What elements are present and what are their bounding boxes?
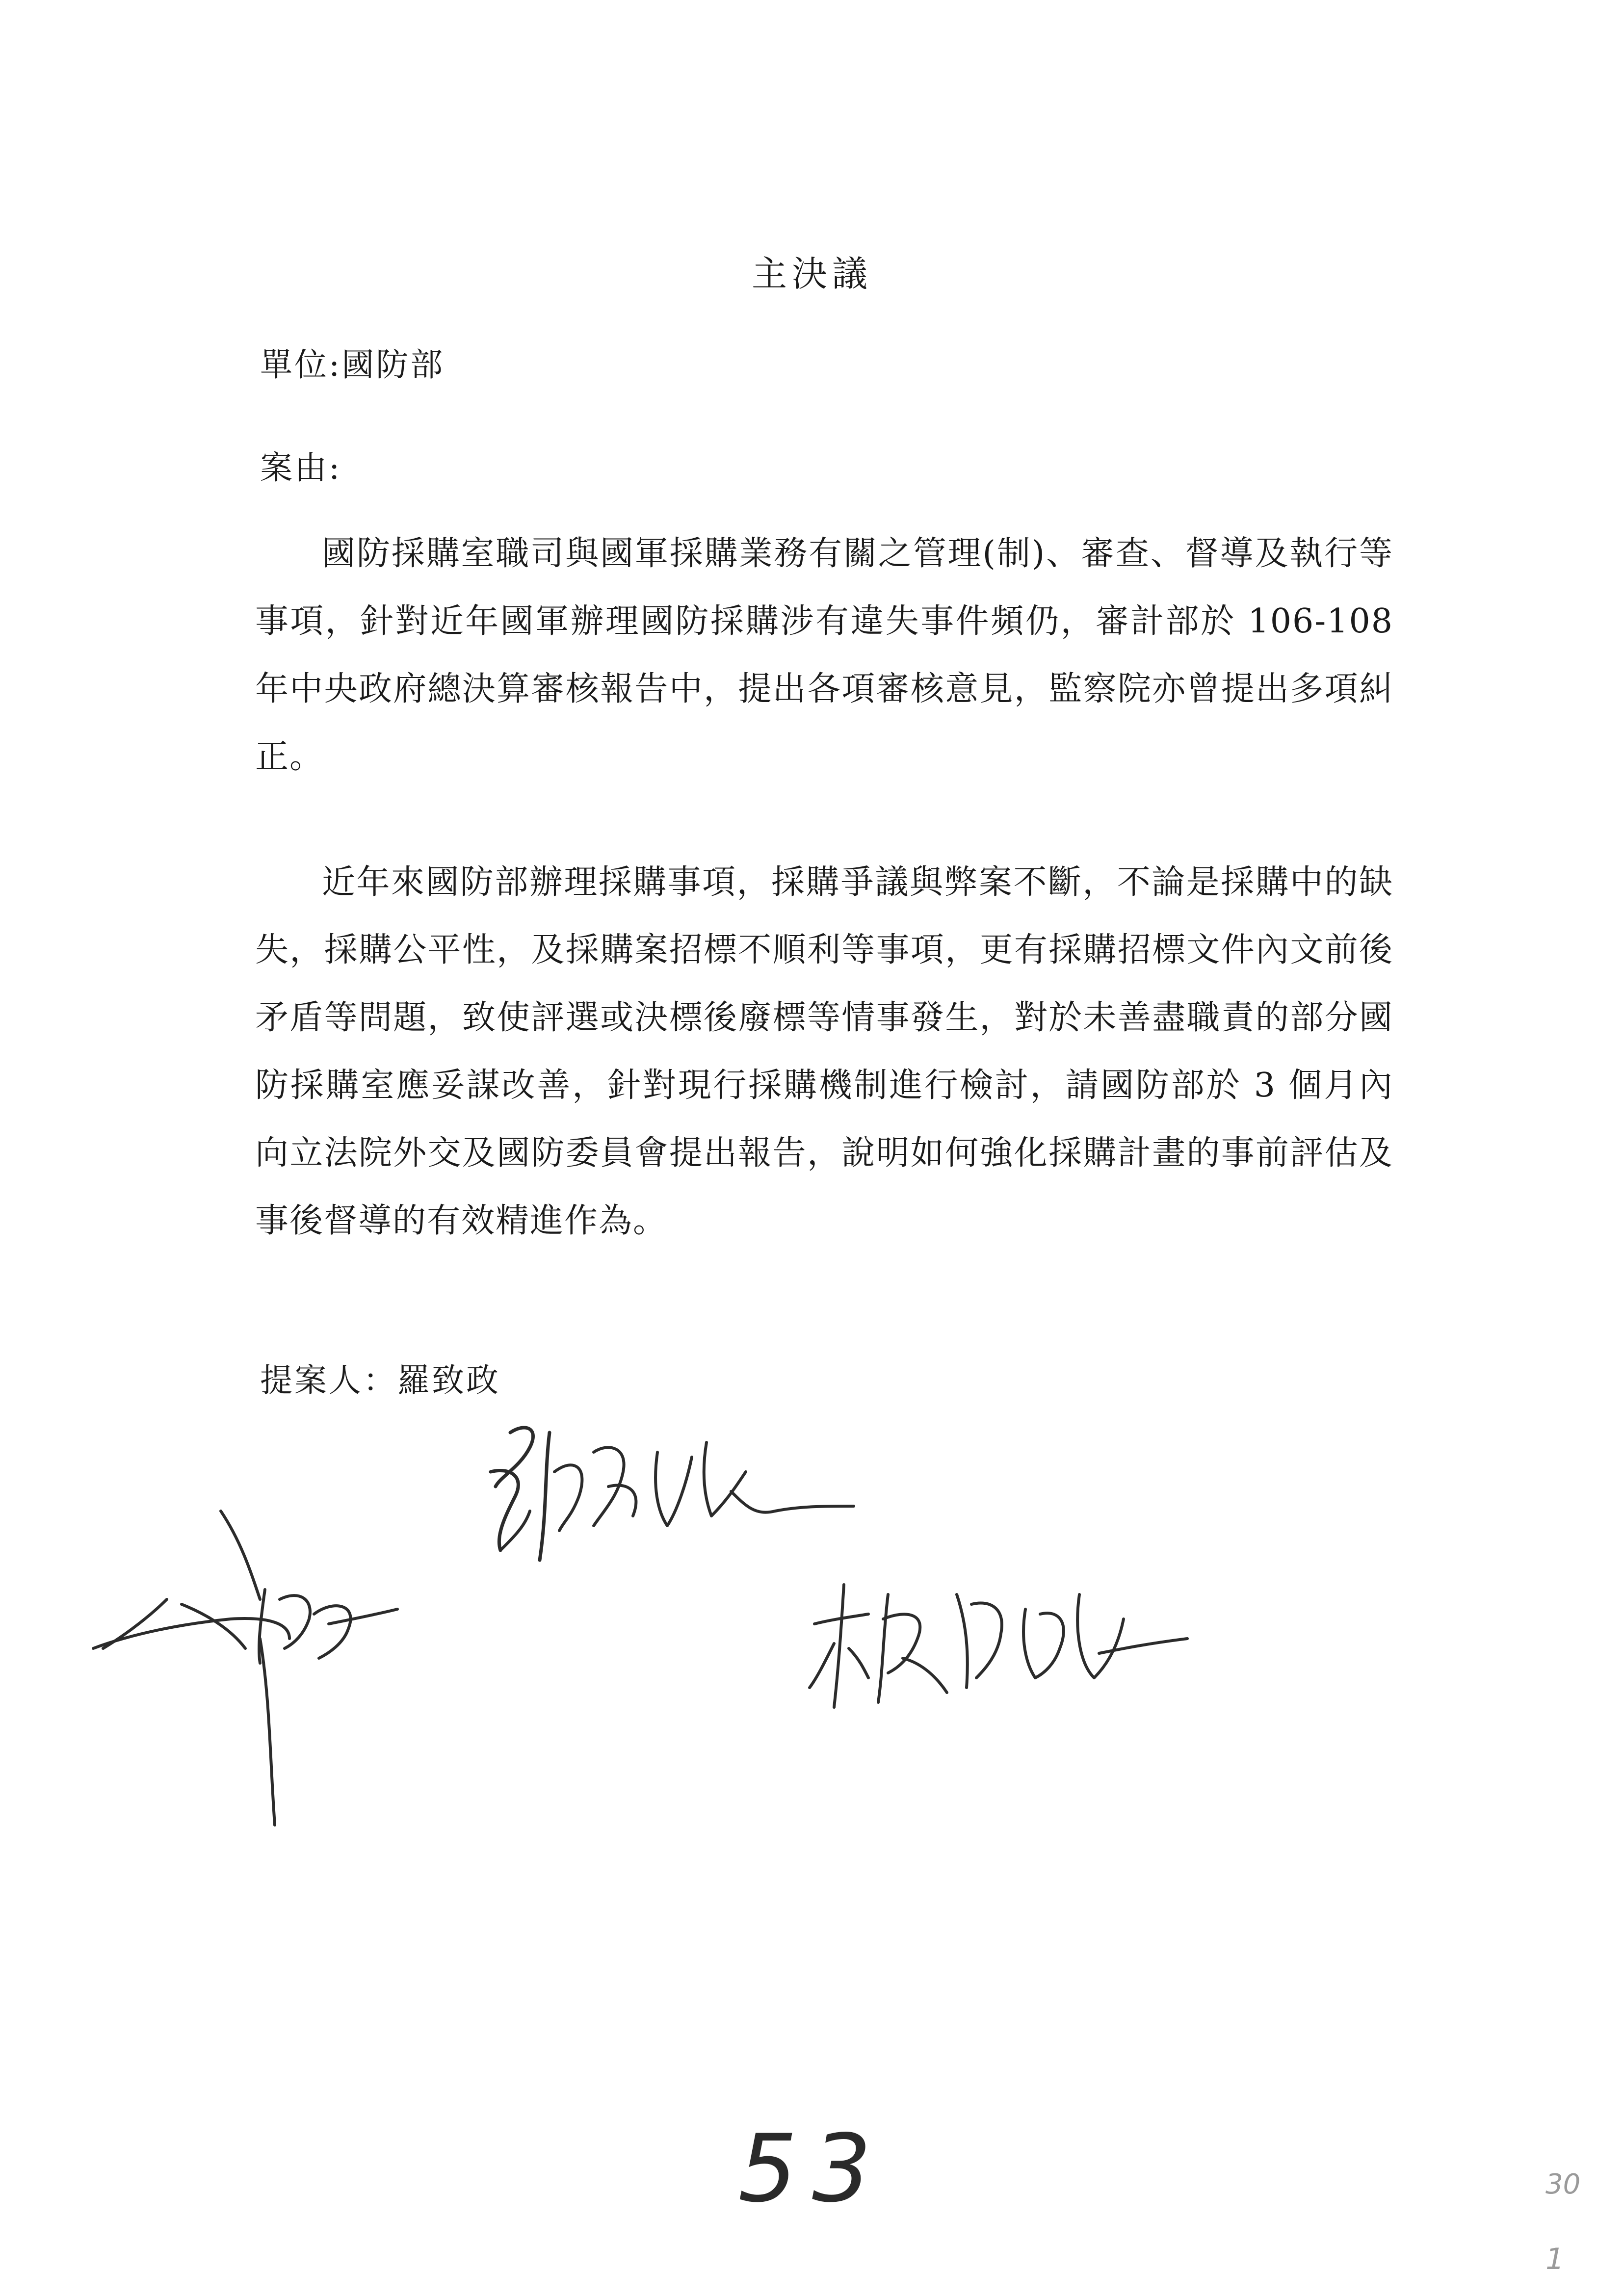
unit-line: 單位:國防部 [260,346,445,384]
paragraph-1: 國防採購室職司與國軍採購業務有關之管理(制)、審查、督導及執行等事項，針對近年國軍辦理國防採購涉有違失事件頻仍，審計部於 106-108 年中央政府總決算審核報告中，提出各項審核意見，監察院亦曾提出多項糾正。 [255,534,1393,776]
signature-3 [805,1565,1197,1722]
document-title: 主決議 [751,253,872,294]
signature-1 [481,1413,873,1590]
reason-label: 案由: [260,449,342,487]
page-number: 53 [738,2114,886,2223]
paragraph-2: 近年來國防部辦理採購事項，採購爭議與弊案不斷，不論是採購中的缺失，採購公平性，及採購案招標不順利等事項，更有採購招標文件內文前後矛盾等問題，致使評選或決標後廢標等情事發生，對於未善盡職責的部分國防採購室應妥謀改善，針對現行採購機制進行檢討，請國防部於 3 個月內向立法院外交及國防委員會提出報告，說明如何強化採購計畫的事前評估及事後督導的有效精進作為。 [255,863,1393,1240]
proposer-line: 提案人：羅致政 [260,1361,500,1399]
signature-2 [83,1501,407,1835]
margin-note-bottom: 1 [1545,2242,1565,2276]
margin-note-top: 30 [1545,2168,1581,2200]
